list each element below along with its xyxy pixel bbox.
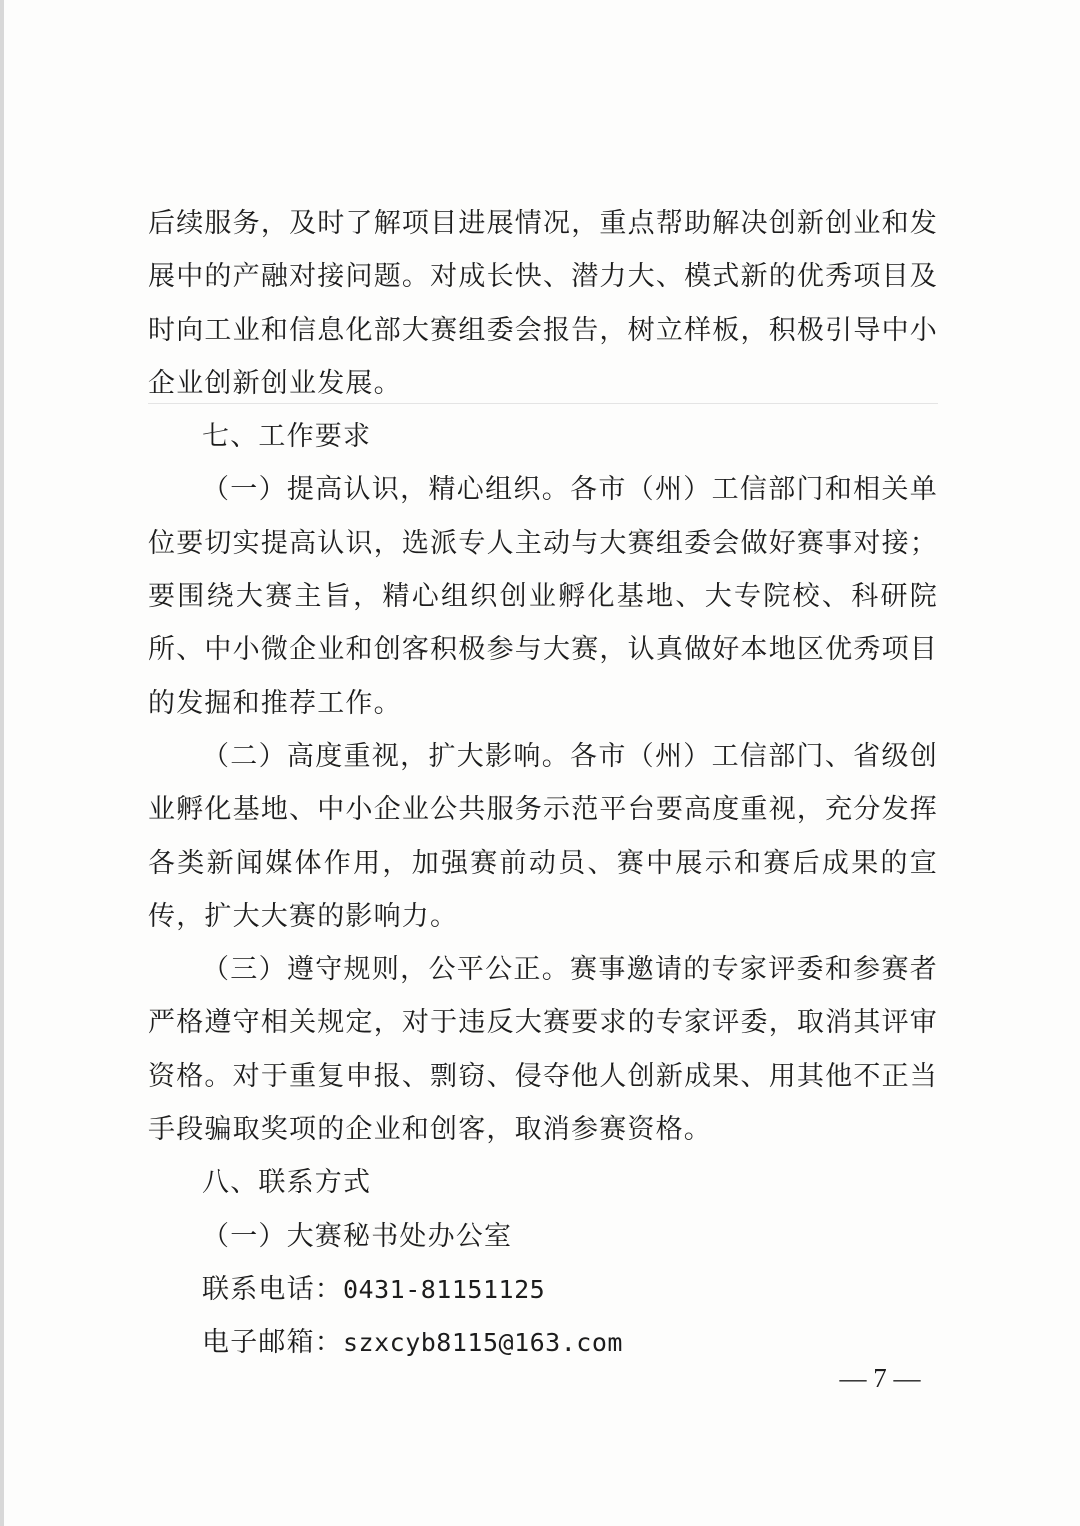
section-heading-contact: 八、联系方式 [202,1167,372,1199]
paragraph-requirement-2: （二）高度重视，扩大影响。各市（州）工信部门、省级创业孵化基地、中小企业公共服务示范平台要高度重视，充分发挥各类新闻媒体作用，加强赛前动员、赛中展示和赛后成果的宣传，扩大大赛的影响力。 [148,740,938,932]
contact-phone-line [148,1263,938,1316]
paragraph-continuation: 后续服务，及时了解项目进展情况，重点帮助解决创新创业和发展中的产融对接问题。对成长快、潜力大、模式新的优秀项目及时向工业和信息化部大赛组委会报告，树立样板，积极引导中小企业创新创业发展。 [148,208,938,399]
paragraph-requirement-3: （三）遵守规则，公平公正。赛事邀请的专家评委和参赛者严格遵守相关规定，对于违反大赛要求的专家评委，取消其评审资格。对于重复申报、剽窃、侵夺他人创新成果、用其他不正当手段骗取奖项的企业和创客，取消参赛资格。 [148,954,938,1146]
section-heading-work-requirements: 七、工作要求 [202,421,372,453]
subheading-secretariat-office: （一）大赛秘书处办公室 [202,1220,513,1252]
document-body [148,197,938,1370]
paragraph-requirement-1: （一）提高认识，精心组织。各市（州）工信部门和相关单位要切实提高认识，选派专人主动与大赛组委会做好赛事对接；要围绕大赛主旨，精心组织创业孵化基地、大专院校、科研院所、中小微企业和创客积极参与大赛，认真做好本地区优秀项目的发掘和推荐工作。 [148,474,938,719]
email-value: szxcyb8115@163.com [343,1328,623,1358]
email-label: 电子邮箱： [202,1327,343,1359]
phone-value: 0431-81151125 [343,1274,546,1304]
page-number: — 7 — [839,1363,921,1393]
scan-edge [0,0,4,1526]
phone-label: 联系电话： [202,1273,343,1305]
